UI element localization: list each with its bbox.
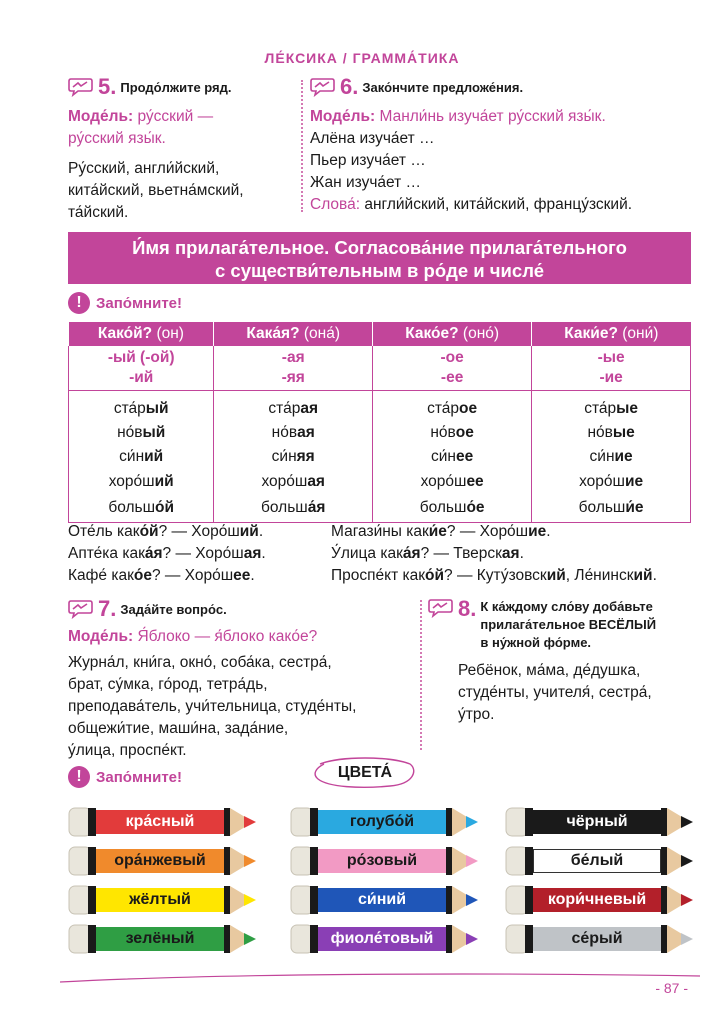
table-cell: хоро́шее — [373, 470, 532, 495]
text-line: общежи́тие, маши́на, зада́ние, — [68, 720, 289, 737]
exercise-title: К ка́ждому сло́ву доба́вьте — [480, 599, 653, 614]
table-cell: но́вый — [69, 421, 214, 446]
ending-cell: -ая -яя — [214, 346, 373, 391]
divider — [420, 600, 422, 750]
table-cell: хоро́шая — [214, 470, 373, 495]
pencil-color — [68, 923, 258, 955]
table-cell: си́няя — [214, 445, 373, 470]
pencil-label: се́рый — [533, 927, 661, 951]
pencil-color — [290, 845, 480, 877]
text-line: Ру́сский, англи́йский, — [68, 160, 220, 177]
model-label: Моде́ль: — [68, 628, 134, 645]
table-cell: больши́е — [532, 494, 691, 522]
table-cell: большо́е — [373, 494, 532, 522]
column-header: Кака́я? (она́) — [214, 322, 373, 346]
table-cell: но́вое — [373, 421, 532, 446]
pencil-color — [290, 923, 480, 955]
model-text: Я́блоко — я́блоко како́е? — [137, 628, 318, 645]
text-line: у́лица, проспе́кт. — [68, 742, 187, 759]
table-cell: но́вые — [532, 421, 691, 446]
exercise-number: 8. — [458, 596, 477, 621]
divider — [301, 80, 303, 212]
remember-note — [68, 292, 182, 314]
table-row — [69, 445, 691, 470]
text-line: Жан изуча́ет … — [310, 174, 422, 191]
example-line: Оте́ль како́й? — Хоро́ший. — [68, 523, 264, 540]
exercise-title: в ну́жной фо́рме. — [480, 635, 592, 650]
example-line: Магази́ны каки́е? — Хоро́шие. — [331, 523, 551, 540]
pencil-label: зелёный — [96, 927, 224, 951]
text-line: Пьер изуча́ет … — [310, 152, 426, 169]
example-line: Апте́ка кака́я? — Хоро́шая. — [68, 545, 266, 562]
remember-note — [68, 766, 182, 788]
text-line: Ребёнок, ма́ма, де́душка, — [458, 662, 641, 679]
remember-label: Запо́мните! — [96, 768, 183, 786]
exercise-title: прилага́тельное ВЕСЁЛЫЙ — [480, 617, 657, 632]
table-cell: си́нее — [373, 445, 532, 470]
pencil-label: голубо́й — [318, 810, 446, 834]
speech-bubble-icon — [428, 598, 454, 618]
text-line: кита́йский, вьетна́мский, — [68, 182, 244, 199]
table-cell: си́ние — [532, 445, 691, 470]
colors-title: ЦВЕТА́ — [337, 764, 393, 781]
table-cell: хоро́шие — [532, 470, 691, 495]
table-cell: но́вая — [214, 421, 373, 446]
table-row — [69, 421, 691, 446]
table-cell: си́ний — [69, 445, 214, 470]
footer-line — [60, 968, 700, 988]
table-row — [69, 391, 691, 421]
pencil-label: жёлтый — [96, 888, 224, 912]
section-title: ЛЕ́КСИКА / ГРАММА́ТИКА — [264, 50, 460, 66]
text-line: Алёна изуча́ет … — [310, 130, 435, 147]
adjective-endings-table — [68, 322, 691, 523]
model-text: ру́сский — — [137, 108, 214, 125]
exercise-title: Продо́лжите ряд. — [120, 79, 232, 95]
table-cell: больша́я — [214, 494, 373, 522]
pencil-label: фиоле́товый — [318, 927, 446, 951]
exercise-8 — [428, 598, 698, 726]
table-header-row — [69, 322, 691, 346]
pencil-label: си́ний — [318, 888, 446, 912]
column-header: Како́й? (он) — [69, 322, 214, 346]
speech-bubble-icon — [68, 77, 94, 97]
text-line: у́тро. — [458, 706, 495, 723]
speech-bubble-icon — [68, 599, 94, 619]
exercise-7 — [68, 598, 418, 762]
text-line: студе́нты, учителя́, сестра́, — [458, 684, 652, 701]
table-cell: ста́рая — [214, 391, 373, 421]
model-text: ру́сский язы́к. — [68, 130, 166, 147]
exercise-number: 6. — [340, 74, 359, 99]
table-row — [69, 470, 691, 495]
table-row — [69, 494, 691, 522]
pencil-label: бе́лый — [533, 849, 661, 873]
pencil-color — [290, 806, 480, 838]
table-cell: большо́й — [69, 494, 214, 522]
pencil-label: чёрный — [533, 810, 661, 834]
pencil-color — [505, 806, 695, 838]
remember-label: Запо́мните! — [96, 294, 183, 312]
exercise-title: Зада́йте вопро́с. — [120, 601, 227, 617]
text-line: Журна́л, кни́га, окно́, соба́ка, сестра́, — [68, 654, 332, 671]
exercise-number: 7. — [98, 596, 117, 621]
model-text: Манли́нь изуча́ет ру́сский язы́к. — [379, 108, 606, 125]
pencil-color — [68, 806, 258, 838]
words-label: Слова́: — [310, 196, 361, 213]
example-line: Кафе́ како́е? — Хоро́шее. — [68, 567, 255, 584]
ending-cell: -ые -ие — [532, 346, 691, 391]
pencil-color — [505, 884, 695, 916]
text-line: та́йский. — [68, 204, 129, 221]
table-cell: хоро́ший — [69, 470, 214, 495]
ending-cell: -ый (-ой) -ий — [69, 346, 214, 391]
pencil-color — [68, 845, 258, 877]
text-line: брат, су́мка, го́род, тетра́дь, — [68, 676, 268, 693]
text-line: преподава́тель, учи́тельница, студе́нты, — [68, 698, 357, 715]
table-cell: ста́рый — [69, 391, 214, 421]
exercise-5 — [68, 76, 293, 224]
words-list: англи́йский, кита́йский, францу́зский. — [364, 196, 633, 213]
topic-banner — [68, 232, 691, 284]
pencil-color — [68, 884, 258, 916]
examples-left — [68, 521, 266, 587]
example-line: У́лица кака́я? — Тверская. — [331, 545, 524, 562]
column-header: Како́е? (оно́) — [373, 322, 532, 346]
exclamation-icon: ! — [68, 766, 90, 788]
exercise-title: Зако́нчите предложе́ния. — [362, 79, 524, 95]
ending-cell: -ое -ее — [373, 346, 532, 391]
example-line: Проспе́кт како́й? — Куту́зовский, Ле́нинский. — [331, 567, 657, 584]
pencil-color — [290, 884, 480, 916]
pencil-label: кра́сный — [96, 810, 224, 834]
pencil-label: ро́зовый — [318, 849, 446, 873]
column-header: Каки́е? (они́) — [532, 322, 691, 346]
pencil-color — [505, 923, 695, 955]
endings-row — [69, 346, 691, 391]
page-number: - 87 - — [655, 980, 688, 996]
exercise-number: 5. — [98, 74, 117, 99]
banner-line: с существи́тельным в ро́де и числе́ — [214, 260, 545, 281]
table-cell: ста́рое — [373, 391, 532, 421]
model-label: Моде́ль: — [310, 108, 376, 125]
pencil-label: ора́нжевый — [96, 849, 224, 873]
table-cell: ста́рые — [532, 391, 691, 421]
pencil-color — [505, 845, 695, 877]
exclamation-icon: ! — [68, 292, 90, 314]
pencil-label: кори́чневый — [533, 888, 661, 912]
speech-bubble-icon — [310, 77, 336, 97]
banner-line: И́мя прилага́тельное. Согласова́ние прилага́тельного — [132, 237, 627, 258]
exercise-6 — [310, 76, 700, 216]
model-label: Моде́ль: — [68, 108, 134, 125]
examples-right — [331, 521, 657, 587]
